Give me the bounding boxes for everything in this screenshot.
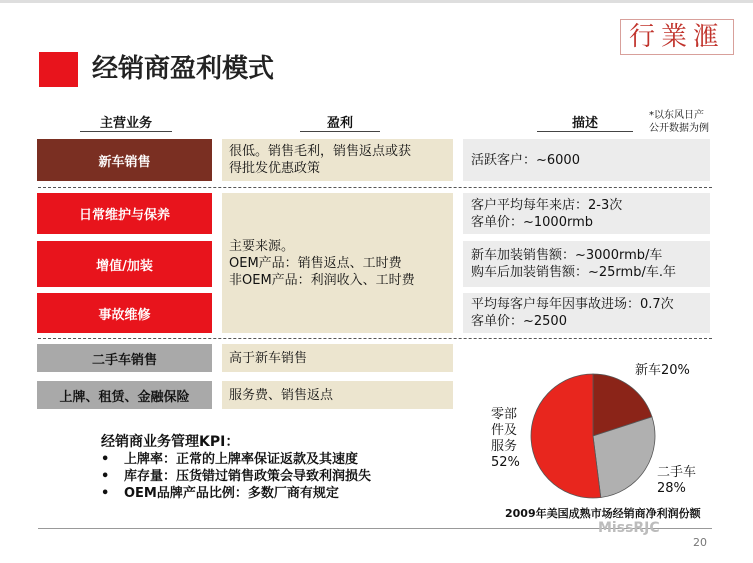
column-header-underline — [80, 131, 172, 132]
description-text-line: 购车后加装销售额：~25rmb/车.年 — [471, 265, 676, 280]
category-value-add: 增值/加装 — [37, 241, 212, 287]
pie-slice — [531, 374, 601, 498]
profit-licensing-leasing-finance: 服务费、销售返点 — [222, 381, 453, 409]
description-accident-repair — [463, 293, 710, 333]
top-rule — [0, 0, 753, 3]
column-header-description: 描述 — [571, 116, 598, 131]
kpi-title: 经销商业务管理KPI： — [101, 434, 240, 450]
description-text-line: 平均每客户每年因事故进场：0.7次 — [471, 297, 674, 312]
profit-share-pie-chart — [528, 371, 658, 501]
column-header-underline — [300, 131, 380, 132]
bullet-icon: • — [101, 486, 110, 501]
column-header-profit: 盈利 — [326, 116, 353, 131]
note-line: 公开数据为例 — [649, 123, 709, 134]
brand-logo: 行業滙 — [620, 19, 734, 55]
bullet-icon: • — [101, 469, 110, 484]
section-divider-dashed — [38, 338, 712, 339]
category-accident-repair: 事故维修 — [37, 293, 212, 333]
description-text-line: 新车加装销售额：~3000rmb/车 — [471, 248, 663, 263]
kpi-item-text: 库存量：压货错过销售政策会导致利润损失 — [124, 469, 372, 484]
pie-label-line: 零部 — [491, 407, 518, 422]
page-number: 20 — [693, 536, 707, 549]
bullet-icon: • — [101, 452, 110, 467]
description-value-add — [463, 241, 710, 287]
watermark: MissRJC — [598, 520, 660, 536]
description-new-car-sales — [463, 139, 710, 181]
page-title: 经销商盈利模式 — [92, 54, 275, 84]
kpi-item — [101, 468, 371, 485]
pie-label-used-car — [657, 465, 696, 497]
pie-label-line: 件及 — [491, 423, 518, 438]
category-licensing-leasing-finance: 上牌、租赁、金融保险 — [37, 381, 212, 409]
profit-used-car-sales: 高于新车销售 — [222, 344, 453, 372]
category-used-car-sales: 二手车销售 — [37, 344, 212, 372]
section-divider-dashed — [38, 187, 712, 188]
title-accent-square — [39, 52, 78, 87]
kpi-item — [101, 451, 371, 468]
pie-label-line: 28% — [657, 481, 686, 496]
profit-text-line: OEM产品：销售返点、工时费 — [229, 255, 402, 271]
description-text-line: 客单价：~2500 — [471, 314, 567, 329]
pie-label-line: 服务 — [491, 439, 518, 454]
pie-label-line: 52% — [491, 455, 520, 470]
profit-text-line: 主要来源。 — [229, 238, 295, 254]
description-maintenance — [463, 193, 710, 234]
category-maintenance: 日常维护与保养 — [37, 193, 212, 234]
description-text-line: 客户平均每年来店：2-3次 — [471, 197, 623, 213]
profit-text-line: 非OEM产品：利润收入、工时费 — [229, 272, 415, 288]
profit-service-main-source — [222, 193, 453, 333]
kpi-item-text: 上牌率：正常的上牌率保证返款及其速度 — [124, 452, 359, 467]
category-new-car-sales: 新车销售 — [37, 139, 212, 181]
column-header-underline — [537, 131, 633, 132]
description-text-line: 活跃客户：~6000 — [471, 152, 580, 168]
profit-text-line: 很低。销售毛利，销售返点或获 — [229, 144, 412, 159]
pie-label-new-car: 新车20% — [635, 363, 690, 378]
description-text-line: 客单价：~1000rmb — [471, 214, 594, 230]
data-source-note — [649, 109, 709, 135]
kpi-item — [101, 485, 371, 502]
kpi-item-text: OEM品牌产品比例：多数厂商有规定 — [124, 486, 339, 501]
profit-text-line: 得批发优惠政策 — [229, 161, 321, 176]
profit-new-car-sales — [222, 139, 453, 181]
note-line: *以东风日产 — [649, 110, 704, 121]
pie-label-line: 二手车 — [657, 465, 697, 480]
column-header-main-business: 主营业务 — [99, 116, 152, 131]
pie-label-parts-service — [491, 407, 520, 471]
pie-chart-caption: 2009年美国成熟市场经销商净利润份额 — [505, 507, 701, 520]
kpi-list — [101, 451, 371, 502]
